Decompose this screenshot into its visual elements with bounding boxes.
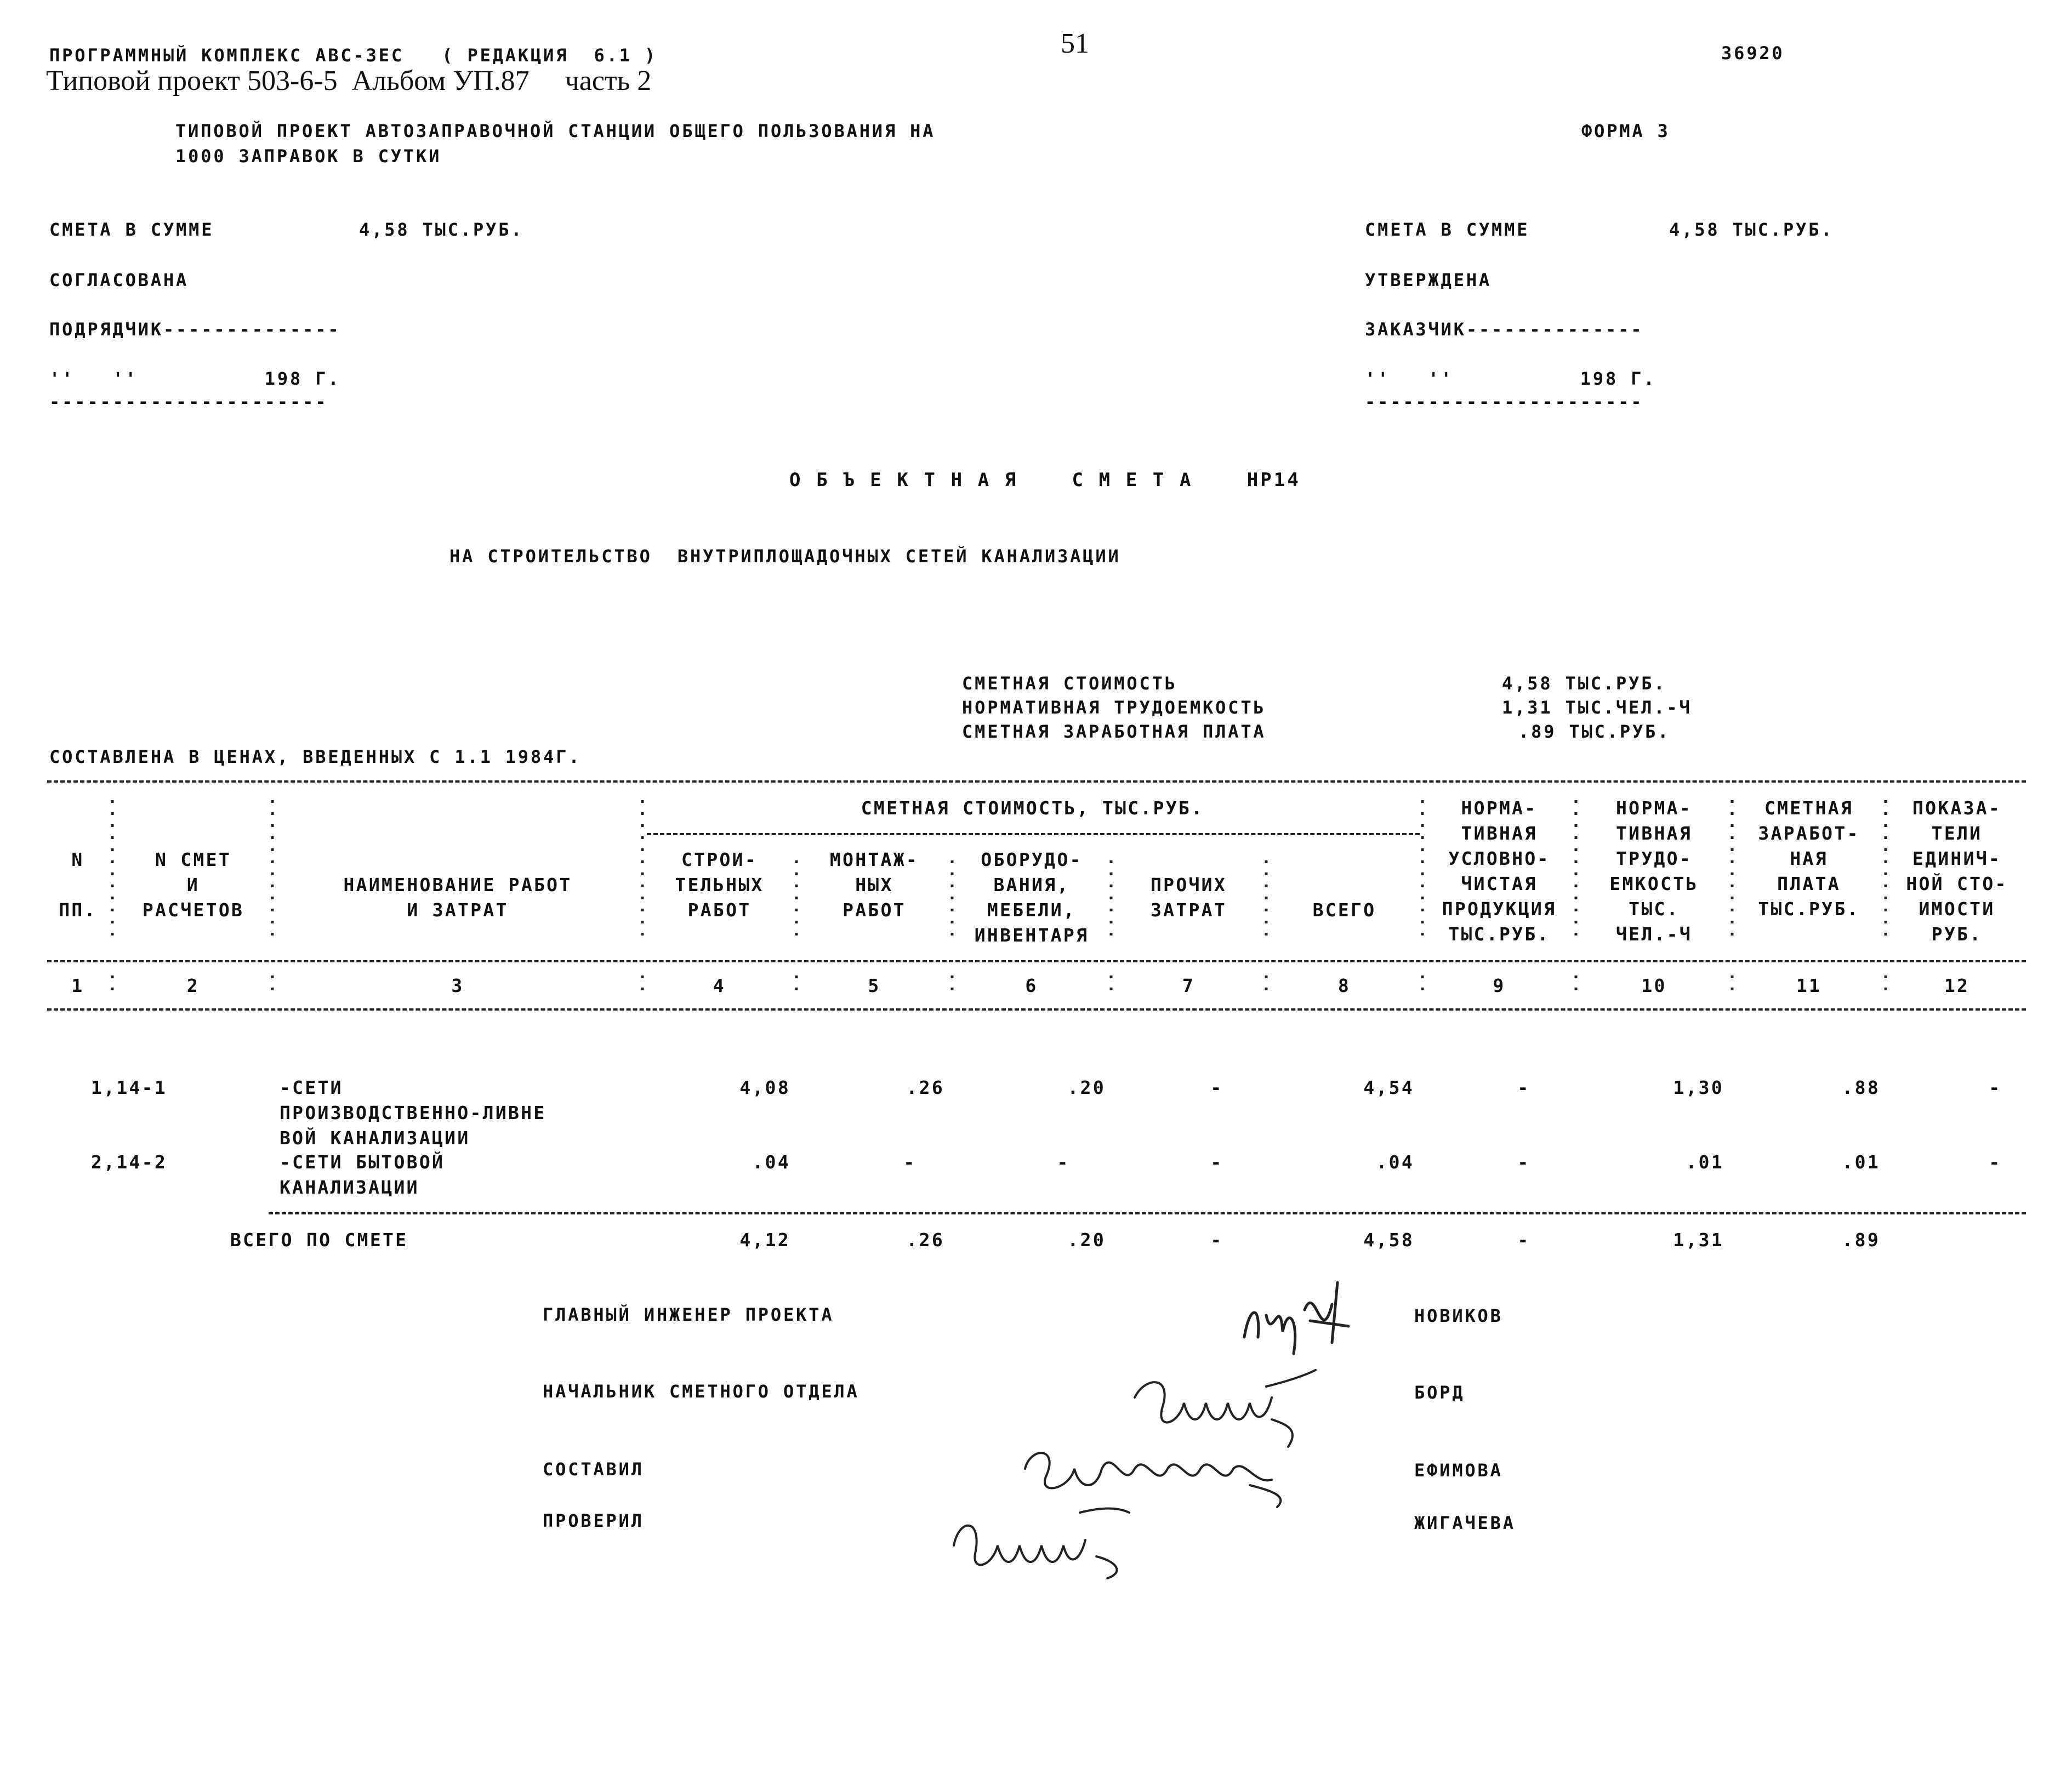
left-status: СОГЛАСОВАНА — [49, 270, 189, 290]
prices-note: СОСТАВЛЕНА В ЦЕНАХ, ВВЕДЕННЫХ С 1.1 1984Г. — [49, 746, 582, 767]
row-name: -СЕТИ БЫТОВОЙ КАНАЛИЗАЦИИ — [280, 1151, 445, 1198]
col-number-1: 1 — [71, 975, 84, 996]
signature-name: БОРД — [1414, 1382, 1465, 1403]
signature-name: НОВИКОВ — [1414, 1305, 1503, 1326]
handwritten-signature-compiler — [1014, 1436, 1299, 1513]
document-subtitle: НА СТРОИТЕЛЬСТВО ВНУТРИПЛОЩАДОЧНЫХ СЕТЕЙ КАНАЛИЗАЦИИ — [449, 546, 1121, 567]
right-status: УТВЕРЖДЕНА — [1365, 270, 1492, 290]
signature-role: НАЧАЛЬНИК СМЕТНОГО ОТДЕЛА — [543, 1381, 859, 1402]
header-col-12: ПОКАЗА- ТЕЛИ ЕДИНИЧ- НОЙ СТО- ИМОСТИ РУБ. — [1906, 797, 2008, 945]
col-number-5: 5 — [868, 975, 881, 996]
summary-labor-label: НОРМАТИВНАЯ ТРУДОЕМКОСТЬ — [962, 697, 1266, 718]
col-number-9: 9 — [1493, 975, 1506, 996]
header-col-8: ВСЕГО — [1312, 899, 1376, 921]
header-col-1: N ПП. — [59, 849, 97, 921]
row-wage: .88 — [1842, 1077, 1880, 1098]
header-col-9: НОРМА- ТИВНАЯ УСЛОВНО- ЧИСТАЯ ПРОДУКЦИЯ ТЫС.РУБ. — [1442, 797, 1557, 945]
header-col-6: ОБОРУДО- ВАНИЯ, МЕБЕЛИ, ИНВЕНТАРЯ — [974, 849, 1089, 946]
row-mount: .26 — [906, 1077, 944, 1098]
total-prod: - — [1517, 1229, 1530, 1251]
row-code: 2,14-2 — [91, 1151, 168, 1173]
group-header-cost: СМЕТНАЯ СТОИМОСТЬ, ТЫС.РУБ. — [861, 797, 1204, 819]
group-header-rule — [647, 833, 1420, 835]
right-date-line: ---------------------- — [1365, 391, 1644, 412]
header-bottom-rule — [47, 960, 2026, 962]
signature-role: ГЛАВНЫЙ ИНЖЕНЕР ПРОЕКТА — [543, 1304, 834, 1325]
header-col-11: СМЕТНАЯ ЗАРАБОТ- НАЯ ПЛАТА ТЫС.РУБ. — [1758, 797, 1860, 920]
row-equip: .20 — [1067, 1077, 1106, 1098]
header-col-10: НОРМА- ТИВНАЯ ТРУДО- ЕМКОСТЬ ТЫС. ЧЕЛ.-Ч — [1609, 797, 1699, 945]
header-col-5: МОНТАЖ- НЫХ РАБОТ — [829, 849, 919, 921]
left-date-line: ---------------------- — [49, 391, 328, 412]
row-build: .04 — [752, 1151, 790, 1173]
col-number-3: 3 — [451, 975, 464, 996]
row-unit: - — [1989, 1077, 2002, 1098]
header-col-4: СТРОИ- ТЕЛЬНЫХ РАБОТ — [675, 849, 764, 921]
left-party: ПОДРЯДЧИК-------------- — [49, 319, 341, 340]
summary-wage-value: .89 ТЫС.РУБ. — [1518, 721, 1671, 742]
total-mount: .26 — [906, 1229, 944, 1251]
signature-name: ЕФИМОВА — [1414, 1460, 1503, 1481]
col-number-rule — [47, 1008, 2026, 1011]
row-total: 4,54 — [1363, 1077, 1414, 1098]
signature-role: СОСТАВИЛ — [543, 1459, 644, 1480]
left-sum-label: СМЕТА В СУММЕ — [49, 219, 214, 240]
total-other: - — [1210, 1229, 1223, 1251]
row-name: -СЕТИ ПРОИЗВОДСТВЕННО-ЛИВНЕ ВОЙ КАНАЛИЗАЦИИ — [280, 1077, 547, 1149]
row-other: - — [1210, 1151, 1223, 1173]
total-build: 4,12 — [739, 1229, 790, 1251]
row-wage: .01 — [1842, 1151, 1880, 1173]
project-line-1: ТИПОВОЙ ПРОЕКТ АВТОЗАПРАВОЧНОЙ СТАНЦИИ ОБЩЕГО ПОЛЬЗОВАНИЯ НА — [175, 121, 936, 141]
project-line-2: 1000 ЗАПРАВОК В СУТКИ — [175, 146, 442, 167]
doc-number: 36920 — [1721, 43, 1785, 64]
total-equip: .20 — [1067, 1229, 1106, 1251]
col-number-2: 2 — [186, 975, 200, 996]
row-other: - — [1210, 1077, 1223, 1098]
page-number: 51 — [1061, 28, 1089, 59]
col-number-7: 7 — [1182, 975, 1196, 996]
total-wage: .89 — [1842, 1229, 1880, 1251]
summary-cost-label: СМЕТНАЯ СТОИМОСТЬ — [962, 673, 1177, 694]
summary-wage-label: СМЕТНАЯ ЗАРАБОТНАЯ ПЛАТА — [962, 721, 1266, 742]
col-number-6: 6 — [1025, 975, 1038, 996]
header-col-2: N СМЕТ И РАСЧЕТОВ — [142, 849, 244, 921]
form-label: ФОРМА 3 — [1581, 121, 1670, 141]
total-label: ВСЕГО ПО СМЕТЕ — [230, 1229, 408, 1251]
row-labor: 1,30 — [1673, 1077, 1724, 1098]
summary-cost-value: 4,58 ТЫС.РУБ. — [1502, 673, 1667, 694]
right-party: ЗАКАЗЧИК-------------- — [1365, 319, 1644, 340]
row-equip: - — [1057, 1151, 1070, 1173]
document-title: О Б Ъ Е К Т Н А Я С М Е Т А НР14 — [789, 469, 1301, 491]
col-number-11: 11 — [1796, 975, 1822, 996]
row-build: 4,08 — [739, 1077, 790, 1098]
album-line: Типовой проект 503-6-5 Альбом УП.87 часть 2 — [46, 65, 652, 96]
total-rule — [269, 1212, 2026, 1214]
table-top-rule — [47, 780, 2026, 783]
header-col-7: ПРОЧИХ ЗАТРАТ — [1150, 874, 1227, 921]
row-prod: - — [1517, 1077, 1530, 1098]
row-code: 1,14-1 — [91, 1077, 168, 1098]
row-total: .04 — [1376, 1151, 1414, 1173]
signature-name: ЖИГАЧЕВА — [1414, 1513, 1516, 1533]
total-labor: 1,31 — [1673, 1229, 1724, 1251]
row-prod: - — [1517, 1151, 1530, 1173]
left-date: '' '' 198 Г. — [49, 368, 341, 389]
summary-labor-value: 1,31 ТЫС.ЧЕЛ.-Ч — [1502, 697, 1692, 718]
row-labor: .01 — [1686, 1151, 1724, 1173]
handwritten-signature-checker — [943, 1502, 1162, 1584]
col-number-8: 8 — [1337, 975, 1351, 996]
col-number-12: 12 — [1944, 975, 1970, 996]
row-mount: - — [903, 1151, 917, 1173]
right-sum-value: 4,58 ТЫС.РУБ. — [1669, 219, 1834, 240]
signature-role: ПРОВЕРИЛ — [543, 1510, 644, 1531]
col-number-4: 4 — [713, 975, 726, 996]
header-col-3: НАИМЕНОВАНИЕ РАБОТ И ЗАТРАТ — [343, 874, 572, 921]
right-date: '' '' 198 Г. — [1365, 368, 1657, 389]
right-sum-label: СМЕТА В СУММЕ — [1365, 219, 1530, 240]
total-total: 4,58 — [1363, 1229, 1414, 1251]
program-line: ПРОГРАММНЫЙ КОМПЛЕКС АВС-ЗЕС ( РЕДАКЦИЯ 6.1 ) — [49, 45, 658, 66]
left-sum-value: 4,58 ТЫС.РУБ. — [359, 219, 524, 240]
row-unit: - — [1989, 1151, 2002, 1173]
col-number-10: 10 — [1641, 975, 1667, 996]
